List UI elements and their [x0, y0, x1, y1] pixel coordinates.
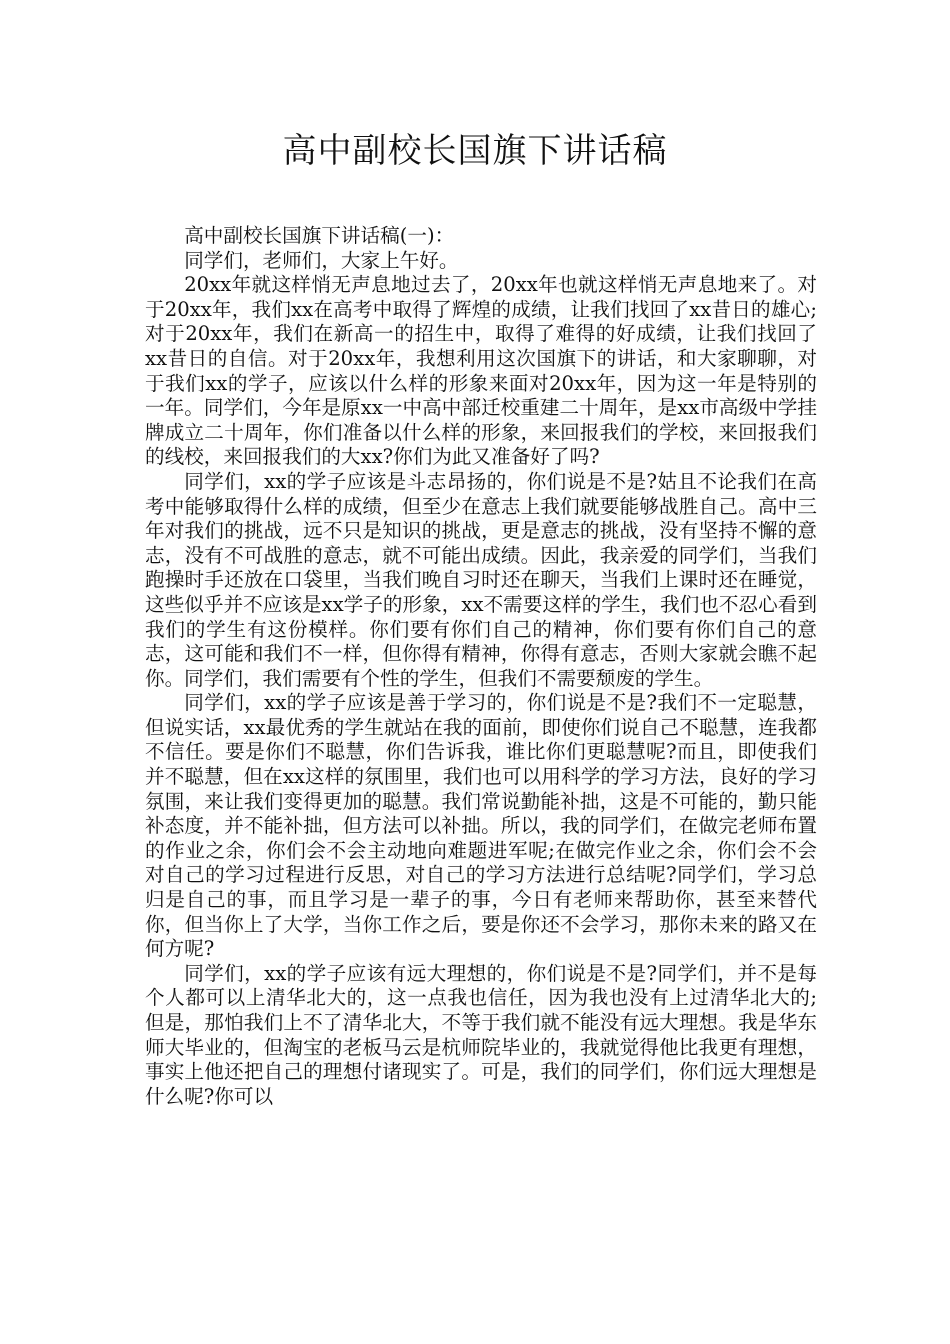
paragraph-greeting: 同学们，老师们，大家上午好。 — [184, 248, 459, 272]
page-title: 高中副校长国旗下讲话稿 — [282, 131, 668, 171]
paragraph-heading: 高中副校长国旗下讲话稿(一)： — [184, 224, 455, 247]
paragraph: 20xx年就这样悄无声息地过去了，20xx年也就这样悄无声息地来了。对于20xx年，我们xx在高考中取得了辉煌的成绩，让我们找回了xx昔日的雄心;对于20xx年，我们在新高一的招生中，取得了难得的好成绩，让我们找回了xx昔日的自信。对于20xx年，我想利用这次国旗下的讲话，和大家聊聊，对于我们xx的学子，应该以什么样的形象来面对20xx年，因为这一年是特别的一年。同学们，今年是原xx一中高中部迁校重建二十周年，是xx市高级中学挂牌成立二十周年，你们准备以什么样的形象，来回报我们的学校，来回报我们的线校，来回报我们的大xx?你们为此又准备好了吗? — [145, 273, 817, 469]
document-body — [145, 224, 817, 1109]
paragraph: 同学们，xx的学子应该是善于学习的，你们说是不是?我们不一定聪慧，但说实话，xx最优秀的学生就站在我的面前，即使你们说自己不聪慧，连我都不信任。要是你们不聪慧，你们告诉我，谁比你们更聪慧呢?而且，即使我们并不聪慧，但在xx这样的氛围里，我们也可以用科学的学习方法，良好的学习氛围，来让我们变得更加的聪慧。我们常说勤能补拙，这是不可能的，勤只能补态度，并不能补拙，但方法可以补拙。所以，我的同学们，在做完老师布置的作业之余，你们会不会主动地向难题进军呢;在做完作业之余，你们会不会对自己的学习过程进行反思，对自己的学习方法进行总结呢?同学们，学习总归是自己的事，而且学习是一辈子的事，今日有老师来帮助你，甚至来替代你，但当你上了大学，当你工作之后，要是你还不会学习，那你未来的路又在何方呢? — [145, 691, 817, 961]
paragraph: 同学们，xx的学子应该有远大理想的，你们说是不是?同学们，并不是每个人都可以上清华北大的，这一点我也信任，因为我也没有上过清华北大的;但是，那怕我们上不了清华北大，不等于我们就不能没有远大理想。我是华东师大毕业的，但淘宝的老板马云是杭师院毕业的，我就觉得他比我更有理想，事实上他还把自己的理想付诸现实了。可是，我们的同学们，你们远大理想是什么呢?你可以 — [145, 961, 817, 1108]
paragraph: 同学们，xx的学子应该是斗志昂扬的，你们说是不是?姑且不论我们在高考中能够取得什么样的成绩，但至少在意志上我们就要能够战胜自己。高中三年对我们的挑战，远不只是知识的挑战，更是意志的挑战，没有坚持不懈的意志，没有不可战胜的意志，就不可能出成绩。因此，我亲爱的同学们，当我们跑操时手还放在口袋里，当我们晚自习时还在聊天，当我们上课时还在睡觉，这些似乎并不应该是xx学子的形象，xx不需要这样的学生，我们也不忍心看到我们的学生有这份模样。你们要有你们自己的精神，你们要有你们自己的意志，这可能和我们不一样，但你得有精神，你得有意志，否则大家就会瞧不起你。同学们，我们需要有个性的学生，但我们不需要颓废的学生。 — [145, 469, 817, 690]
